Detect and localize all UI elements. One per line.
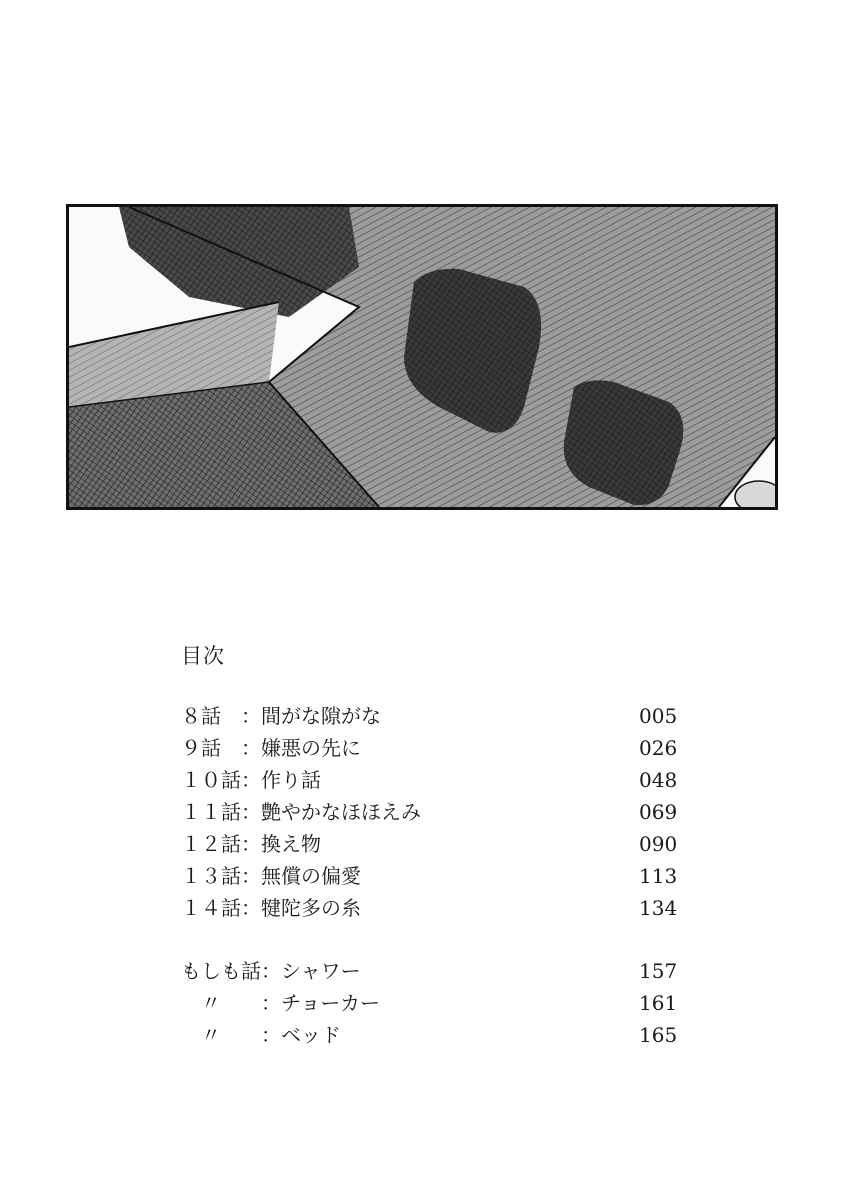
extra-label: 〃 ：ベッド [181,1023,341,1047]
chapter-label: １０話：作り話 [181,768,321,792]
page-number: 026 [639,736,678,760]
toc-row[interactable] [181,987,681,1019]
page-number: 113 [639,864,678,888]
chapter-label: １４話：犍陀多の糸 [181,896,361,920]
toc-row[interactable] [181,700,681,732]
page-number: 048 [639,768,678,792]
chapter-label: １１話：艶やかなほほえみ [181,800,421,824]
page-number: 069 [639,800,678,824]
toc-row[interactable] [181,796,681,828]
chapter-label: １３話：無償の偏愛 [181,864,361,888]
page-number: 090 [639,832,678,856]
toc-row[interactable] [181,764,681,796]
toc-row[interactable] [181,732,681,764]
toc-heading: 目次 [181,644,225,668]
extra-label: 〃 ：チョーカー [181,991,380,1015]
page-number: 157 [639,959,678,983]
page-number: 005 [639,704,678,728]
illustration-panel [66,204,778,510]
chapter-list [181,700,681,924]
page-number: 165 [639,1023,678,1047]
toc-row[interactable] [181,892,681,924]
extra-list [181,955,681,1051]
toc-row[interactable] [181,955,681,987]
extra-label: もしも話：シャワー [181,959,361,983]
toc-row[interactable] [181,828,681,860]
chapter-label: ８話 ：間がな隙がな [181,704,381,728]
page-number: 134 [639,896,678,920]
chapter-label: １２話：換え物 [181,832,321,856]
chapter-label: ９話 ：嫌悪の先に [181,736,361,760]
page-number: 161 [639,991,678,1015]
concrete-block-illustration [69,207,775,507]
toc-row[interactable] [181,860,681,892]
toc-row[interactable] [181,1019,681,1051]
